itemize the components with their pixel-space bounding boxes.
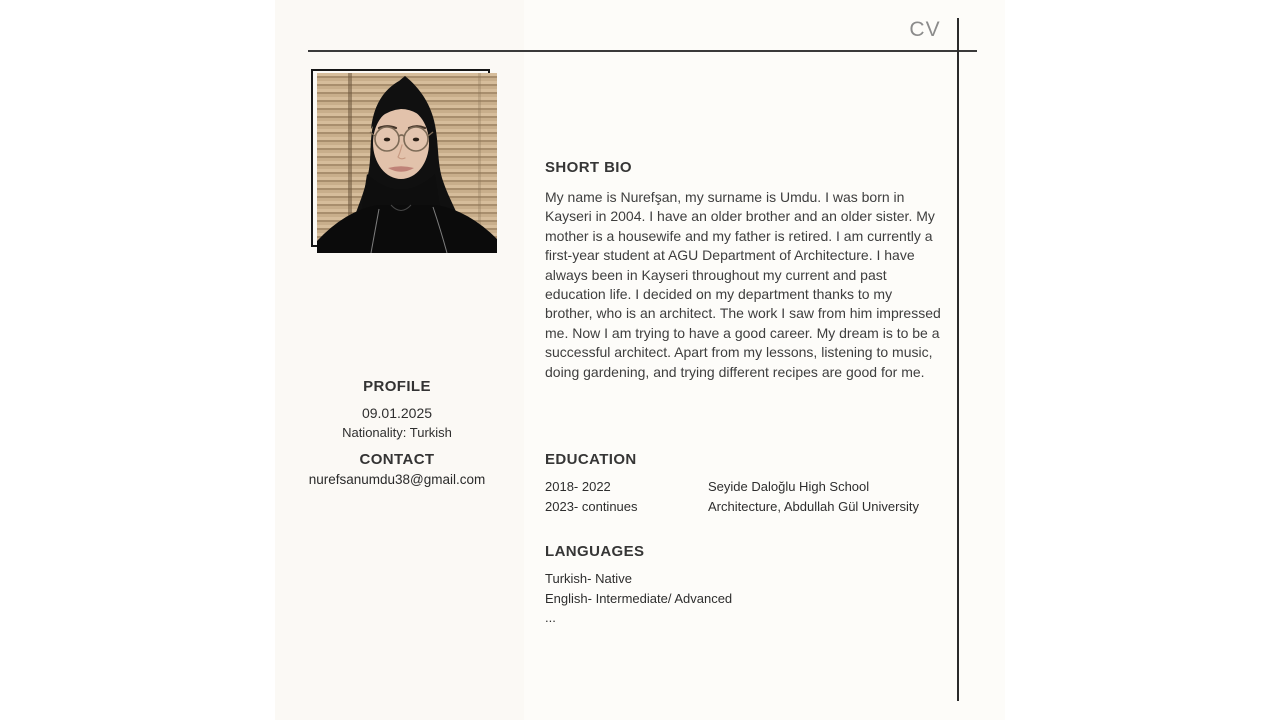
portrait-photo: [317, 73, 497, 253]
profile-date: 09.01.2025: [361, 405, 433, 421]
language-item: English- Intermediate/ Advanced: [545, 590, 733, 606]
language-item: Turkish- Native: [545, 571, 632, 587]
education-school: Seyide Daloğlu High School: [708, 479, 870, 495]
contact-email: nurefsanumdu38@gmail.com: [308, 472, 486, 487]
right-vertical-rule: [957, 18, 959, 701]
language-item: ...: [545, 610, 556, 626]
profile-nationality: Nationality: Turkish: [342, 425, 452, 440]
education-period: 2018- 2022: [545, 479, 611, 495]
education-row: [545, 477, 941, 497]
education-list: [545, 477, 941, 516]
portrait-photo-graphic: [317, 73, 497, 253]
education-school: Architecture, Abdullah Gül University: [708, 498, 919, 514]
education-heading: EDUCATION: [545, 451, 637, 468]
languages-list: [545, 569, 941, 628]
cv-title: CV: [909, 18, 941, 41]
education-row: [545, 497, 941, 517]
profile-heading: PROFILE: [363, 378, 431, 395]
education-period: 2023- continues: [545, 498, 638, 514]
languages-heading: LANGUAGES: [545, 543, 645, 560]
short-bio-heading: SHORT BIO: [545, 159, 632, 176]
contact-heading: CONTACT: [359, 451, 435, 468]
header-rule: [308, 50, 977, 52]
short-bio-text: My name is Nurefşan, my surname is Umdu. I was born in Kayseri in 2004. I have an older brother and an older sister. My mother is a housewife and my father is retired. I am currently a first-year student at AGU Department of Architecture. I have always been in Kayseri throughout my current and past education life. I decided on my department thanks to my brother, who is an architect. The work I saw from him impressed me. Now I am trying to have a good career. My dream is to be a successful architect. Apart from my lessons, listening to music, doing gardening, and trying different recipes are good for me.: [545, 189, 941, 380]
